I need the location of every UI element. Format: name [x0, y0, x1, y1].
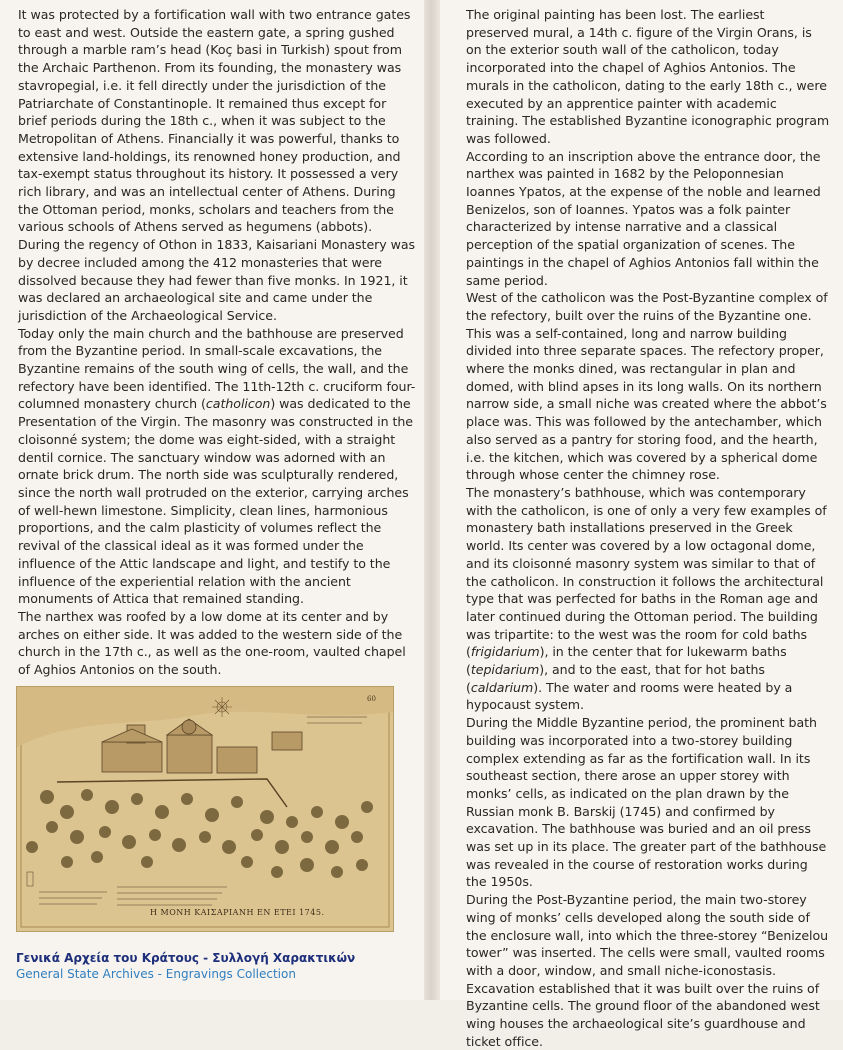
page-fold: [424, 0, 440, 1000]
paragraph-middle-byzantine: During the Middle Byzantine period, the prominent bath building was incorporated into a two-storey building complex extending as far as the fortification wall. In its southeast section, there arose an upper storey with monks’ cells, as indicated on the plan drawn by the Russian monk B. Barskij (1745) and confirmed by excavation. The bathhouse was buried and an oil press was set up in its place. The greater part of the bathhouse was revealed in the course of restoration works during the 1950s.: [466, 715, 827, 890]
engraving-inscription: Η ΜΟΝΗ ΚΑΙΣΑΡΙΑΝΗ ΕΝ ΕΤΕΙ 1745.: [150, 908, 325, 917]
paragraph-narthex-inscription: According to an inscription above the entrance door, the narthex was painted in 1682 by the Peloponnesian Ioannes Ypatos, at the expense of the noble and learned Benizelos, son of Ioannes. Ypatos was a folk painter characterized by intense narrative and a classical perception of the spatial organization of scenes. The paintings in the chapel of Aghios Antonios fall within the same period.: [466, 148, 821, 288]
left-text-column: [18, 6, 416, 679]
caption-english: General State Archives - Engravings Collection: [16, 967, 296, 981]
engraving-illustration: [16, 686, 394, 932]
paragraph-excavation: Excavation established that it was built over the ruins of Byzantine cells. The ground floor of the abandoned west wing houses the archaeological site’s guardhouse and ticket office.: [466, 980, 820, 1049]
paragraph-painting: The original painting has been lost. The earliest preserved mural, a 14th c. figure of the Virgin Orans, is on the exterior south wall of the catholicon, today incorporated into the chapel of Aghios Antonios. The murals in the catholicon, dating to the early 18th c., were executed by an apprentice painter with academic training. The established Byzantine iconographic program was followed.: [466, 7, 830, 146]
image-caption: [16, 950, 416, 982]
engraving-corner-number: 60: [367, 695, 376, 703]
paragraph-byzantine-remains: Today only the main church and the bathhouse are preserved from the Byzantine period. In small-scale excavations, the Byzantine remains of the south wing of cells, the wall, and the refectory have been identified. The 11th-12th c. cruciform four-columned monastery church (catholicon) was dedicated to the Presentation of the Virgin. The masonry was constructed in the cloisonné system; the dome was eight-sided, with a straight dentil cornice. The sanctuary window was adorned with an ornate brick drum. The north side was sculpturally rendered, since the north wall protruded on the exterior, carrying arches of well-hewn limestone. Simplicity, clean lines, harmonious proportions, and the calm plasticity of volumes reflect the revival of the classical ideal as it was formed under the influence of the Attic landscape and light, and testify to the influence of the experiential relation with the ancient monuments of Attica that remained standing.: [18, 325, 416, 607]
paragraph-bathhouse: The monastery’s bathhouse, which was contemporary with the catholicon, is one of only a very few examples of monastery bath installations preserved in the Greek world. Its center was covered by a low octagonal dome, and its cloisonné masonry system was similar to that of the catholicon. In construction it follows the architectural type that was perfected for baths in the Roman age and later continued during the Ottoman period. The building was tripartite: to the west was the room for cold baths (frigidarium), in the center that for lukewarm baths (tepidarium), and to the east, that for hot baths (caldarium). The water and rooms were heated by a hypocaust system.: [466, 484, 827, 713]
paragraph-post-byzantine: During the Post-Byzantine period, the main two-storey wing of monks’ cells developed along the south side of the enclosure wall, into which the three-storey “Benizelou tower” was inserted. The cells were small, vaulted rooms with a door, window, and small niche-iconostasis.: [466, 892, 829, 978]
paragraph-history: It was protected by a fortification wall with two entrance gates to east and west. Outside the eastern gate, a spring gushed through a marble ram’s head (Koç basi in Turkish) spout from the Archaic Parthenon. From its founding, the monastery was stavropegial, i.e. it fell directly under the jurisdiction of the Patriarchate of Constantinople. It remained thus except for brief periods during the 18th c., when it was subject to the Metropolitan of Athens. Financially it was powerful, thanks to extensive land-holdings, its renowned honey production, and tax-exempt status throughout its history. It possessed a very rich library, and was an intellectual center of Athens. During the Ottoman period, monks, scholars and teachers from the various schools of Athens served as hegumens (abbots). During the regency of Othon in 1833, Kaisariani Monastery was by decree included among the 412 monasteries that were dissolved because they had fewer than five monks. In 1921, it was declared an archaeological site and came under the jurisdiction of the Archaeological Service.: [18, 7, 416, 323]
paragraph-refectory: West of the catholicon was the Post-Byzantine complex of the refectory, built over the ruins of the Byzantine one. This was a self-contained, long and narrow building divided into three separate spaces. The refectory proper, where the monks dined, was rectangular in plan and domed, with blind apses in its long walls. On its northern narrow side, a small niche was created where the abbot’s place was. This was followed by the antechamber, which also served as a pantry for storing food, and the hearth, i.e. the kitchen, which was covered by a spherical dome through whose center the chimney rose.: [466, 290, 828, 483]
paragraph-narthex: The narthex was roofed by a low dome at its center and by arches on either side. It was added to the western side of the church in the 17th c., as well as the one-room, vaulted chapel of Aghios Antonios on the south.: [18, 608, 406, 678]
caption-greek: Γενικά Αρχεία του Κράτους - Συλλογή Χαρακτικών: [16, 951, 356, 965]
right-text-column: [466, 6, 830, 1050]
